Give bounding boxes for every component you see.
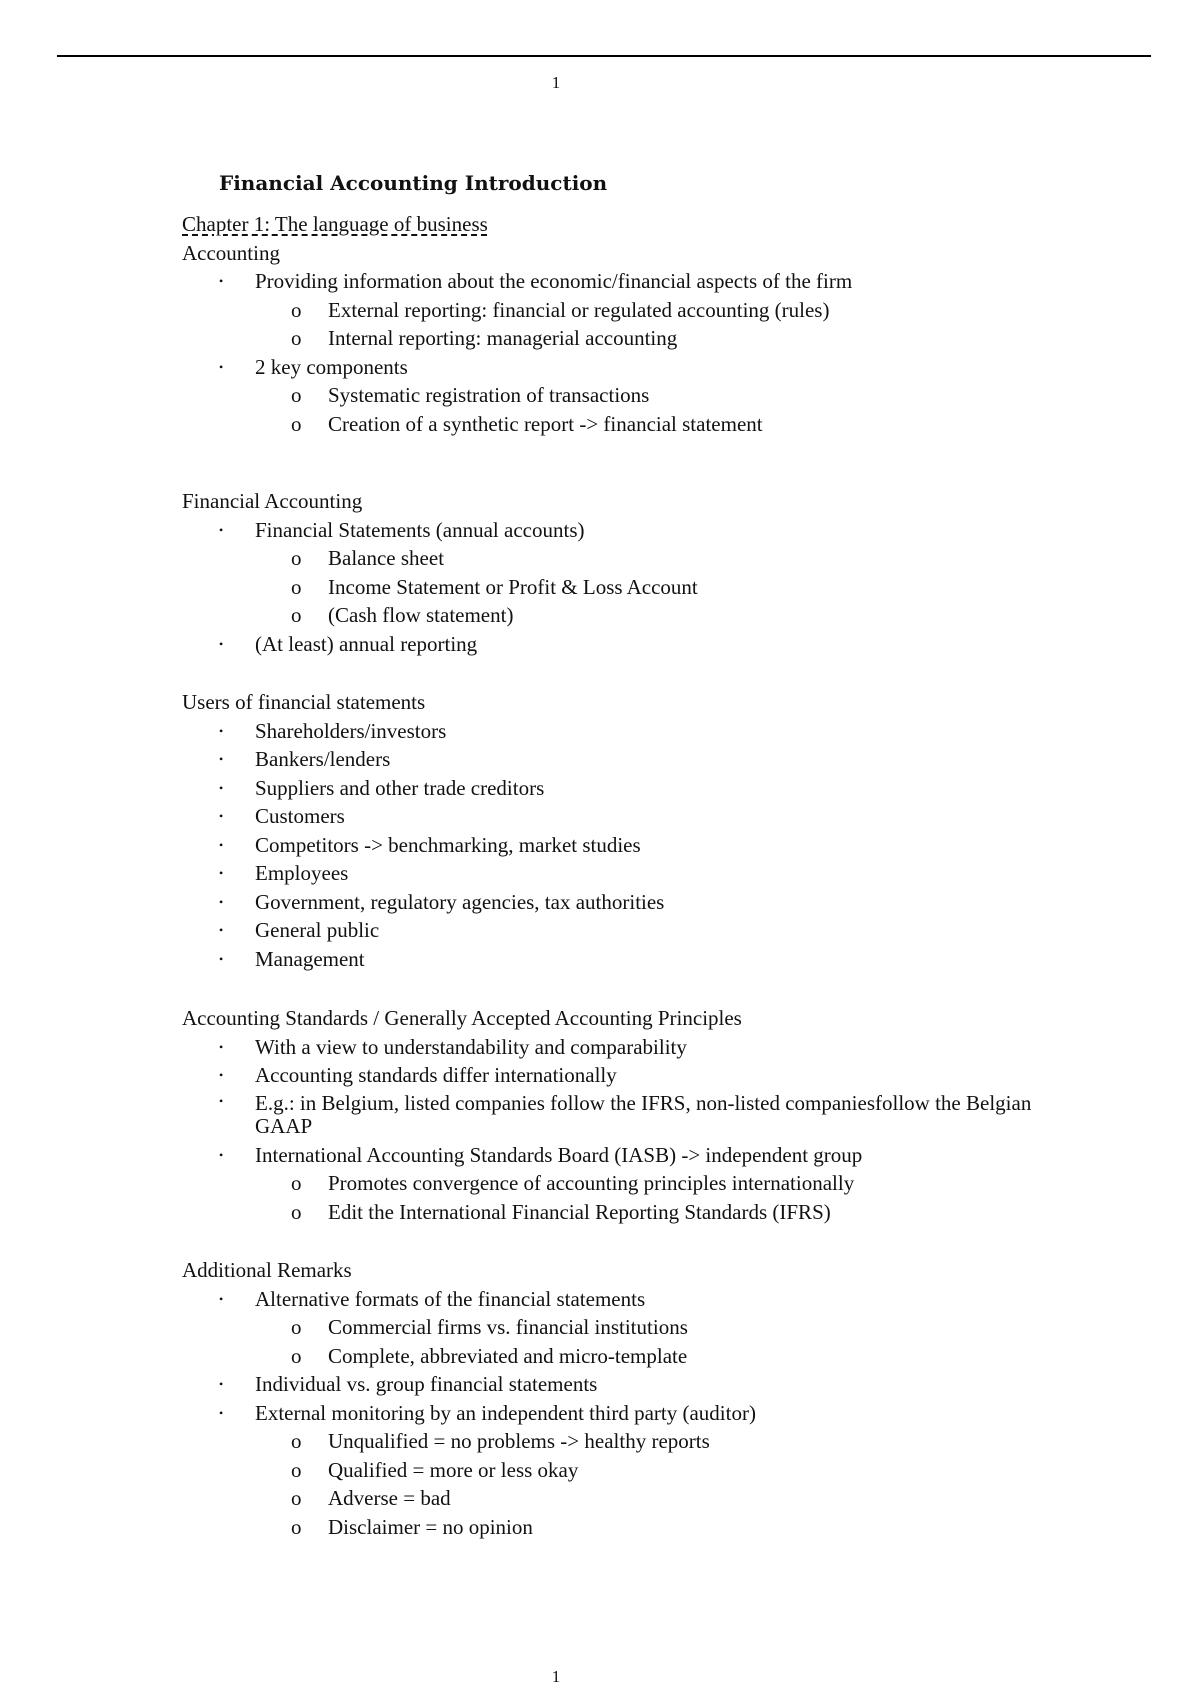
bullet-list (182, 1033, 1082, 1227)
sub-list-item: o Edit the International Financial Reporting Standards (IFRS) (255, 1198, 1082, 1227)
section-financial-accounting (182, 487, 1082, 658)
sub-list (255, 544, 1082, 630)
sub-list (255, 1313, 1082, 1370)
section-heading: Accounting Standards / Generally Accepted Accounting Principles (182, 1006, 742, 1030)
sub-list-item: o Balance sheet (255, 544, 1082, 573)
bullet-list (182, 267, 1082, 438)
section-heading: Accounting (182, 240, 280, 265)
page-number-bottom: 1 (551, 1667, 561, 1686)
list-item: • 2 key components o Systematic registration of transactions o Creation of a synthetic report -> financial statement (182, 353, 1082, 439)
sub-list-item: o Qualified = more or less okay (255, 1456, 1082, 1485)
document-title: Financial Accounting Introduction (219, 171, 608, 195)
header-rule (57, 55, 1151, 57)
sub-list-item: o Systematic registration of transactions (255, 381, 1082, 410)
list-item: • E.g.: in Belgium, listed companies follow the IFRS, non-listed companiesfollow the Belgian GAAP (182, 1090, 1082, 1141)
list-item: • Competitors -> benchmarking, market studies (182, 831, 1082, 860)
list-item: • Employees (182, 859, 1082, 888)
sub-list-item: o Disclaimer = no opinion (255, 1513, 1082, 1542)
list-item: • Customers (182, 802, 1082, 831)
sub-list-item: o Internal reporting: managerial accounting (255, 324, 1082, 353)
list-item: • Accounting standards differ internationally (182, 1061, 1082, 1090)
list-item: • External monitoring by an independent third party (auditor) o Unqualified = no problems -> healthy reports o Qualified = more or less okay o Adverse = bad o Disclaimer = no opinion (182, 1399, 1082, 1542)
bullet-list (182, 717, 1082, 974)
list-item: • Shareholders/investors (182, 717, 1082, 746)
bullet-list (182, 1285, 1082, 1542)
chapter-heading: Chapter 1: The language of business (182, 212, 488, 236)
sub-list (255, 296, 1082, 353)
section-users (182, 688, 1082, 973)
sub-list-item: o Unqualified = no problems -> healthy reports (255, 1427, 1082, 1456)
sub-list-item: o Creation of a synthetic report -> financial statement (255, 410, 1082, 439)
list-item: • With a view to understandability and comparability (182, 1033, 1082, 1062)
list-item: • General public (182, 916, 1082, 945)
sub-list (255, 1427, 1082, 1541)
sub-list-item: o Income Statement or Profit & Loss Account (255, 573, 1082, 602)
section-heading: Financial Accounting (182, 489, 363, 513)
sub-list (255, 1169, 1082, 1226)
sub-list-item: o Adverse = bad (255, 1484, 1082, 1513)
page-number-top: 1 (551, 73, 561, 92)
sub-list-item: o Commercial firms vs. financial institutions (255, 1313, 1082, 1342)
sub-list-item: o Complete, abbreviated and micro-template (255, 1342, 1082, 1371)
sub-list-item: o Promotes convergence of accounting principles internationally (255, 1169, 1082, 1198)
list-item: • Providing information about the economic/financial aspects of the firm o External reporting: financial or regulated accounting (rules) o Internal reporting: managerial accounting (182, 267, 1082, 353)
section-accounting (182, 210, 1082, 438)
bullet-list (182, 516, 1082, 659)
section-heading: Additional Remarks (182, 1258, 352, 1282)
sub-list-item: o (Cash flow statement) (255, 601, 1082, 630)
list-item: • (At least) annual reporting (182, 630, 1082, 659)
list-item: • Alternative formats of the financial statements o Commercial firms vs. financial institutions o Complete, abbreviated and micro-template (182, 1285, 1082, 1371)
sub-list (255, 381, 1082, 438)
list-item: • Suppliers and other trade creditors (182, 774, 1082, 803)
section-heading: Users of financial statements (182, 690, 426, 714)
list-item: • Management (182, 945, 1082, 974)
list-item: • Government, regulatory agencies, tax authorities (182, 888, 1082, 917)
sub-list-item: o External reporting: financial or regulated accounting (rules) (255, 296, 1082, 325)
list-item: • Financial Statements (annual accounts) o Balance sheet o Income Statement or Profit & Loss Account o (Cash flow statement) (182, 516, 1082, 630)
list-item: • International Accounting Standards Board (IASB) -> independent group o Promotes convergence of accounting principles internationally o Edit the International Financial Reporting Standards (IFRS) (182, 1141, 1082, 1227)
section-accounting-standards (182, 1004, 1082, 1226)
section-additional-remarks (182, 1256, 1082, 1541)
list-item: • Bankers/lenders (182, 745, 1082, 774)
list-item: • Individual vs. group financial statements (182, 1370, 1082, 1399)
